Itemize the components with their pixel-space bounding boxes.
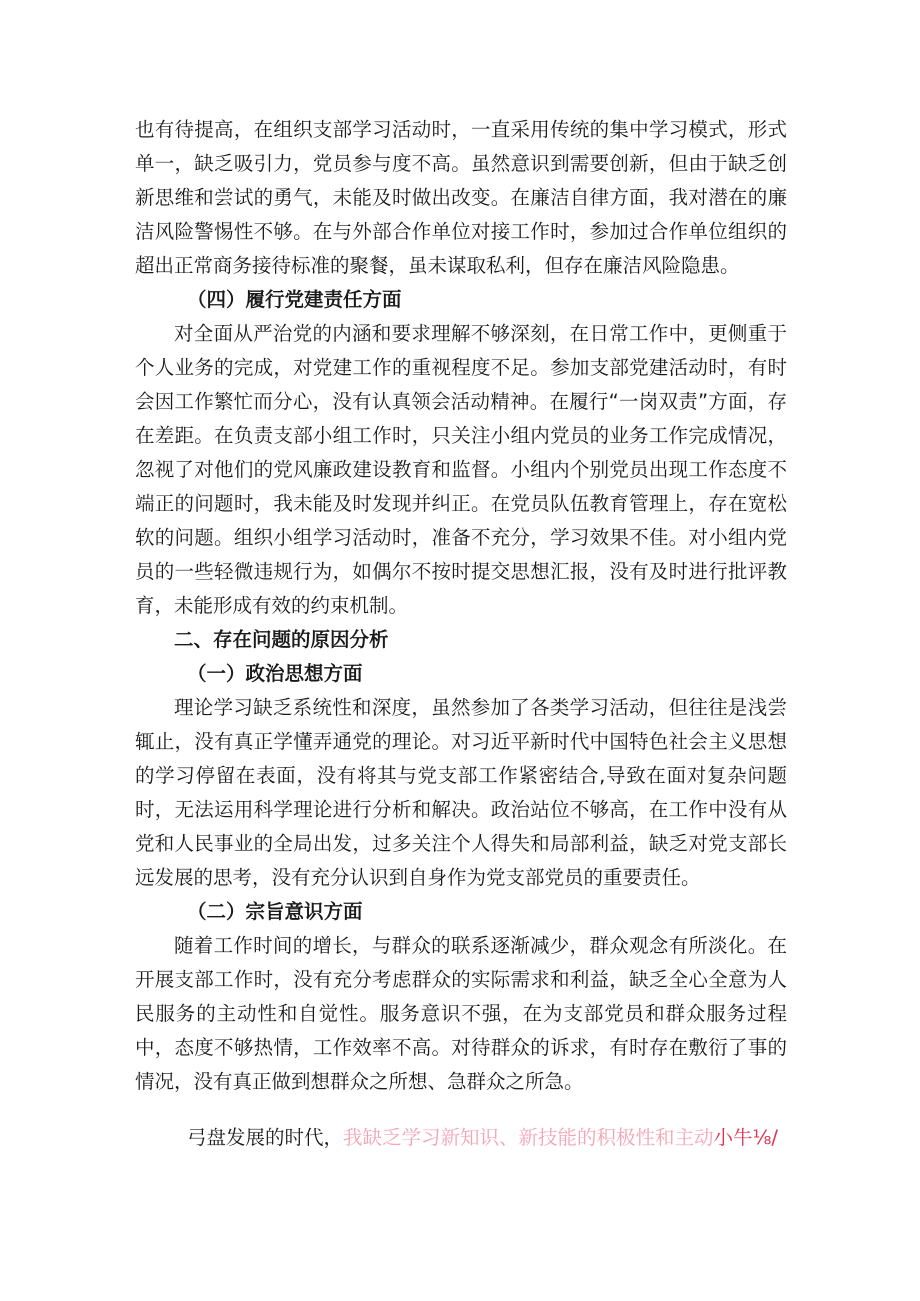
cut-off-text-normal: 弓盘发展的时代， [187,1126,344,1149]
paragraph-gap [135,1099,787,1121]
heading-purpose-awareness: （二）宗旨意识方面 [187,900,363,923]
cut-off-line [135,1121,787,1155]
paragraph-party-building: 对全面从严治党的内涵和要求理解不够深刻，在日常工作中，更侧重于个人业务的完成，对党建工作的重视程度不足。参加支部党建活动时，有时会因工作繁忙而分心，没有认真领会活动精神。在履行“一岗双责”方面，存在差距。在负责支部小组工作时，只关注小组内党员的业务工作完成情况，忽视了对他们的党风廉政建设教育和监督。小组内个别党员出现工作态度不端正的问题时，我未能及时发现并纠正。在党员队伍教育管理上，存在宽松软的问题。组织小组学习活动时，准备不充分，学习效果不佳。对小组内党员的一些轻微违规行为，如偶尔不按时提交思想汇报，没有及时进行批评教育，未能形成有效的约束机制。 [135,322,787,617]
paragraph-political-thought: 理论学习缺乏系统性和深度，虽然参加了各类学习活动，但往往是浅尝辄止，没有真正学懂弄通党的理论。对习近平新时代中国特色社会主义思想的学习停留在表面，没有将其与党支部工作紧密结合,导致在面对复杂问题时，无法运用科学理论进行分析和解决。政治站位不够高，在工作中没有从党和人民事业的全局出发，过多关注个人得失和局部利益，缺乏对党支部长远发展的思考，没有充分认识到自身作为党支部党员的重要责任。 [135,696,787,889]
paragraph-continuation: 也有待提高，在组织支部学习活动时，一直采用传统的集中学习模式，形式单一，缺乏吸引力，党员参与度不高。虽然意识到需要创新，但由于缺乏创新思维和尝试的勇气，未能及时做出改变。在廉洁自律方面，我对潜在的廉洁风险警惕性不够。在与外部合作单位对接工作时，参加过合作单位组织的超出正常商务接待标准的聚餐，虽未谋取私利，但存在廉洁风险隐患。 [135,118,787,277]
cut-off-text-pink: 小牛⅛/ [713,1126,779,1149]
section-heading-cause-analysis: 二、存在问题的原因分析 [174,628,389,651]
heading-party-building-responsibility: （四）履行党建责任方面 [187,288,402,311]
heading-political-thought: （一）政治思想方面 [187,662,363,685]
cut-off-text-faint: 我缺乏学习新知识、新技能的积极性和主动 [343,1126,714,1149]
document-body [135,113,787,1155]
paragraph-purpose-awareness: 随着工作时间的增长，与群众的联系逐渐减少，群众观念有所淡化。在开展支部工作时，没有充分考虑群众的实际需求和利益，缺乏全心全意为人民服务的主动性和自觉性。服务意识不强，在为支部党员和群众服务过程中，态度不够热情，工作效率不高。对待群众的诉求，有时存在敷衍了事的情况，没有真正做到想群众之所想、急群众之所急。 [135,934,787,1093]
